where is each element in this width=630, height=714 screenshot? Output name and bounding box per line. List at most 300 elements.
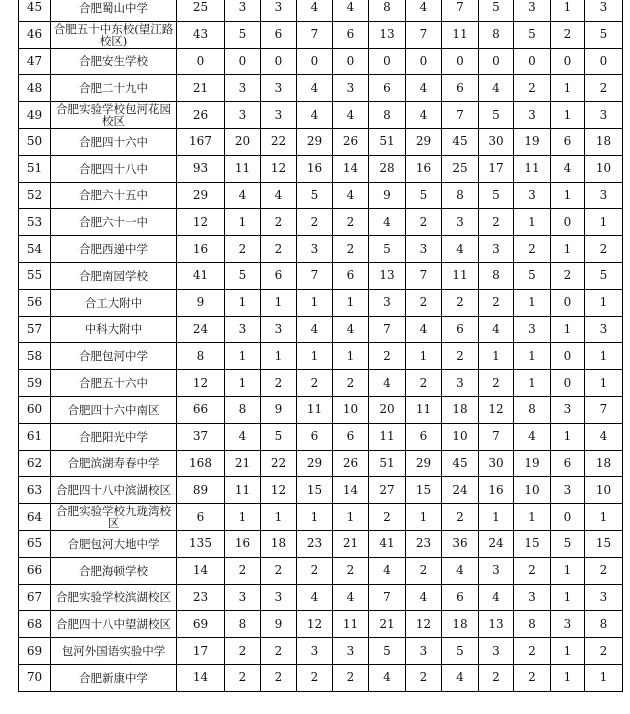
row-number-cell: 60 (19, 396, 51, 423)
value-cell: 2 (297, 370, 333, 397)
value-cell: 3 (333, 75, 369, 102)
value-cell: 4 (514, 423, 551, 450)
value-cell: 21 (369, 611, 406, 638)
value-cell: 3 (442, 209, 479, 236)
total-cell: 26 (177, 102, 225, 129)
school-quota-table (18, 0, 623, 692)
value-cell: 8 (514, 396, 551, 423)
value-cell: 9 (261, 611, 297, 638)
value-cell: 8 (225, 396, 261, 423)
value-cell: 1 (514, 343, 551, 370)
table-row (19, 236, 623, 263)
value-cell: 4 (442, 664, 479, 691)
value-cell: 2 (551, 21, 585, 48)
value-cell: 2 (225, 664, 261, 691)
value-cell: 4 (585, 423, 623, 450)
value-cell: 16 (406, 155, 442, 182)
value-cell: 0 (551, 343, 585, 370)
value-cell: 6 (406, 423, 442, 450)
value-cell: 2 (369, 343, 406, 370)
value-cell: 13 (369, 262, 406, 289)
value-cell: 1 (225, 209, 261, 236)
value-cell: 30 (479, 450, 514, 477)
value-cell: 2 (225, 638, 261, 665)
value-cell: 4 (369, 370, 406, 397)
value-cell: 4 (333, 182, 369, 209)
value-cell: 5 (551, 530, 585, 557)
value-cell: 5 (514, 262, 551, 289)
value-cell: 6 (333, 262, 369, 289)
value-cell: 1 (225, 370, 261, 397)
table-row (19, 182, 623, 209)
value-cell: 3 (442, 370, 479, 397)
value-cell: 10 (585, 155, 623, 182)
row-number-cell: 48 (19, 75, 51, 102)
value-cell: 2 (406, 664, 442, 691)
value-cell: 1 (514, 209, 551, 236)
total-cell: 66 (177, 396, 225, 423)
value-cell: 1 (551, 316, 585, 343)
value-cell: 2 (333, 370, 369, 397)
value-cell: 19 (514, 450, 551, 477)
school-name-cell: 合肥六十一中 (51, 209, 177, 236)
value-cell: 12 (261, 477, 297, 504)
value-cell: 2 (406, 557, 442, 584)
value-cell: 4 (225, 182, 261, 209)
value-cell: 4 (406, 316, 442, 343)
value-cell: 4 (261, 182, 297, 209)
table-row (19, 396, 623, 423)
table-row (19, 530, 623, 557)
value-cell: 25 (442, 155, 479, 182)
value-cell: 0 (551, 289, 585, 316)
school-name-cell: 合肥实验学校九珑湾校区 (51, 504, 177, 531)
row-number-cell: 69 (19, 638, 51, 665)
total-cell: 6 (177, 504, 225, 531)
value-cell: 1 (406, 504, 442, 531)
value-cell: 1 (297, 289, 333, 316)
value-cell: 0 (442, 48, 479, 75)
value-cell: 5 (225, 21, 261, 48)
school-name-cell: 中科大附中 (51, 316, 177, 343)
value-cell: 0 (297, 48, 333, 75)
value-cell: 1 (551, 638, 585, 665)
school-name-cell: 合肥六十五中 (51, 182, 177, 209)
value-cell: 6 (442, 75, 479, 102)
value-cell: 11 (514, 155, 551, 182)
school-name-cell: 合肥新康中学 (51, 664, 177, 691)
value-cell: 0 (551, 209, 585, 236)
row-number-cell: 70 (19, 664, 51, 691)
value-cell: 1 (225, 504, 261, 531)
value-cell: 2 (442, 289, 479, 316)
value-cell: 0 (551, 48, 585, 75)
value-cell: 4 (406, 75, 442, 102)
row-number-cell: 50 (19, 128, 51, 155)
value-cell: 1 (551, 182, 585, 209)
value-cell: 8 (514, 611, 551, 638)
value-cell: 3 (479, 236, 514, 263)
value-cell: 3 (479, 557, 514, 584)
row-number-cell: 66 (19, 557, 51, 584)
value-cell: 3 (514, 584, 551, 611)
total-cell: 37 (177, 423, 225, 450)
table-row (19, 209, 623, 236)
value-cell: 5 (297, 182, 333, 209)
value-cell: 1 (585, 370, 623, 397)
value-cell: 7 (369, 584, 406, 611)
value-cell: 1 (551, 423, 585, 450)
value-cell: 1 (551, 557, 585, 584)
value-cell: 2 (261, 370, 297, 397)
value-cell: 21 (333, 530, 369, 557)
value-cell: 3 (261, 0, 297, 21)
value-cell: 2 (333, 236, 369, 263)
value-cell: 4 (406, 0, 442, 21)
value-cell: 12 (297, 611, 333, 638)
value-cell: 2 (261, 664, 297, 691)
quota-table-container (18, 0, 623, 692)
value-cell: 4 (333, 102, 369, 129)
row-number-cell: 57 (19, 316, 51, 343)
value-cell: 4 (479, 75, 514, 102)
value-cell: 1 (551, 664, 585, 691)
value-cell: 0 (551, 370, 585, 397)
value-cell: 21 (225, 450, 261, 477)
table-row (19, 0, 623, 21)
row-number-cell: 45 (19, 0, 51, 21)
value-cell: 3 (406, 236, 442, 263)
school-name-cell: 合肥安生学校 (51, 48, 177, 75)
value-cell: 20 (369, 396, 406, 423)
school-name-cell: 合肥蜀山中学 (51, 0, 177, 21)
value-cell: 2 (261, 209, 297, 236)
table-row (19, 477, 623, 504)
row-number-cell: 46 (19, 21, 51, 48)
value-cell: 7 (406, 262, 442, 289)
value-cell: 2 (551, 262, 585, 289)
value-cell: 4 (297, 75, 333, 102)
value-cell: 2 (514, 75, 551, 102)
table-row (19, 102, 623, 129)
value-cell: 15 (297, 477, 333, 504)
total-cell: 167 (177, 128, 225, 155)
value-cell: 3 (585, 0, 623, 21)
value-cell: 41 (369, 530, 406, 557)
value-cell: 3 (225, 584, 261, 611)
total-cell: 14 (177, 557, 225, 584)
value-cell: 10 (514, 477, 551, 504)
value-cell: 0 (369, 48, 406, 75)
value-cell: 2 (514, 557, 551, 584)
value-cell: 4 (297, 316, 333, 343)
school-name-cell: 包河外国语实验中学 (51, 638, 177, 665)
value-cell: 8 (479, 21, 514, 48)
table-row (19, 21, 623, 48)
value-cell: 14 (333, 155, 369, 182)
table-row (19, 155, 623, 182)
row-number-cell: 68 (19, 611, 51, 638)
value-cell: 1 (551, 0, 585, 21)
value-cell: 3 (585, 584, 623, 611)
total-cell: 25 (177, 0, 225, 21)
value-cell: 2 (406, 209, 442, 236)
value-cell: 2 (479, 370, 514, 397)
value-cell: 6 (551, 450, 585, 477)
value-cell: 1 (585, 289, 623, 316)
total-cell: 9 (177, 289, 225, 316)
table-row (19, 450, 623, 477)
value-cell: 2 (585, 557, 623, 584)
table-row (19, 638, 623, 665)
value-cell: 29 (297, 128, 333, 155)
value-cell: 2 (585, 236, 623, 263)
value-cell: 36 (442, 530, 479, 557)
table-row (19, 370, 623, 397)
row-number-cell: 62 (19, 450, 51, 477)
value-cell: 2 (442, 504, 479, 531)
value-cell: 3 (551, 477, 585, 504)
value-cell: 7 (297, 262, 333, 289)
total-cell: 43 (177, 21, 225, 48)
value-cell: 4 (333, 0, 369, 21)
value-cell: 4 (225, 423, 261, 450)
row-number-cell: 51 (19, 155, 51, 182)
school-name-cell: 合肥四十八中 (51, 155, 177, 182)
value-cell: 16 (225, 530, 261, 557)
value-cell: 18 (585, 128, 623, 155)
value-cell: 0 (585, 48, 623, 75)
table-body (19, 0, 623, 691)
value-cell: 2 (261, 638, 297, 665)
row-number-cell: 65 (19, 530, 51, 557)
value-cell: 1 (585, 209, 623, 236)
school-name-cell: 合肥实验学校滨湖校区 (51, 584, 177, 611)
value-cell: 6 (551, 128, 585, 155)
value-cell: 8 (479, 262, 514, 289)
school-name-cell: 合肥二十九中 (51, 75, 177, 102)
table-row (19, 75, 623, 102)
value-cell: 4 (479, 316, 514, 343)
total-cell: 16 (177, 236, 225, 263)
value-cell: 1 (551, 75, 585, 102)
value-cell: 1 (514, 370, 551, 397)
value-cell: 1 (514, 504, 551, 531)
value-cell: 1 (225, 343, 261, 370)
value-cell: 8 (369, 102, 406, 129)
value-cell: 3 (261, 102, 297, 129)
value-cell: 4 (333, 316, 369, 343)
value-cell: 23 (297, 530, 333, 557)
value-cell: 7 (479, 423, 514, 450)
table-row (19, 289, 623, 316)
value-cell: 2 (479, 209, 514, 236)
total-cell: 135 (177, 530, 225, 557)
value-cell: 45 (442, 128, 479, 155)
value-cell: 10 (442, 423, 479, 450)
value-cell: 3 (514, 182, 551, 209)
table-row (19, 557, 623, 584)
value-cell: 6 (442, 316, 479, 343)
value-cell: 1 (333, 343, 369, 370)
value-cell: 6 (333, 21, 369, 48)
row-number-cell: 55 (19, 262, 51, 289)
value-cell: 3 (261, 316, 297, 343)
row-number-cell: 58 (19, 343, 51, 370)
value-cell: 1 (297, 504, 333, 531)
value-cell: 2 (333, 209, 369, 236)
table-row (19, 262, 623, 289)
value-cell: 3 (261, 75, 297, 102)
table-row (19, 128, 623, 155)
value-cell: 24 (442, 477, 479, 504)
value-cell: 4 (551, 155, 585, 182)
value-cell: 11 (225, 155, 261, 182)
value-cell: 6 (333, 423, 369, 450)
value-cell: 29 (297, 450, 333, 477)
value-cell: 23 (406, 530, 442, 557)
table-row (19, 584, 623, 611)
value-cell: 2 (261, 236, 297, 263)
value-cell: 24 (479, 530, 514, 557)
row-number-cell: 64 (19, 504, 51, 531)
school-name-cell: 合肥阳光中学 (51, 423, 177, 450)
value-cell: 5 (406, 182, 442, 209)
value-cell: 3 (225, 316, 261, 343)
value-cell: 11 (406, 396, 442, 423)
value-cell: 3 (297, 236, 333, 263)
value-cell: 29 (406, 450, 442, 477)
total-cell: 12 (177, 209, 225, 236)
value-cell: 4 (297, 584, 333, 611)
value-cell: 2 (297, 209, 333, 236)
value-cell: 11 (369, 423, 406, 450)
value-cell: 4 (369, 209, 406, 236)
total-cell: 24 (177, 316, 225, 343)
school-name-cell: 合肥五十六中 (51, 370, 177, 397)
value-cell: 18 (442, 611, 479, 638)
value-cell: 10 (333, 396, 369, 423)
value-cell: 6 (442, 584, 479, 611)
row-number-cell: 59 (19, 370, 51, 397)
school-name-cell: 合肥五十中东校(望江路校区) (51, 21, 177, 48)
value-cell: 0 (479, 48, 514, 75)
value-cell: 2 (261, 557, 297, 584)
school-name-cell: 合肥四十八中滨湖校区 (51, 477, 177, 504)
value-cell: 2 (406, 370, 442, 397)
value-cell: 0 (551, 504, 585, 531)
total-cell: 12 (177, 370, 225, 397)
value-cell: 16 (479, 477, 514, 504)
table-row (19, 504, 623, 531)
total-cell: 93 (177, 155, 225, 182)
total-cell: 17 (177, 638, 225, 665)
value-cell: 29 (406, 128, 442, 155)
value-cell: 5 (369, 638, 406, 665)
total-cell: 41 (177, 262, 225, 289)
value-cell: 7 (297, 21, 333, 48)
value-cell: 7 (369, 316, 406, 343)
value-cell: 4 (442, 236, 479, 263)
value-cell: 4 (297, 0, 333, 21)
row-number-cell: 54 (19, 236, 51, 263)
school-name-cell: 合肥四十八中望湖校区 (51, 611, 177, 638)
total-cell: 21 (177, 75, 225, 102)
value-cell: 5 (479, 102, 514, 129)
value-cell: 5 (479, 182, 514, 209)
value-cell: 51 (369, 450, 406, 477)
value-cell: 10 (585, 477, 623, 504)
value-cell: 5 (585, 262, 623, 289)
value-cell: 6 (369, 75, 406, 102)
value-cell: 11 (333, 611, 369, 638)
value-cell: 26 (333, 450, 369, 477)
school-name-cell: 合肥四十六中南区 (51, 396, 177, 423)
value-cell: 1 (479, 504, 514, 531)
value-cell: 3 (514, 0, 551, 21)
value-cell: 5 (369, 236, 406, 263)
value-cell: 22 (261, 450, 297, 477)
school-name-cell: 合肥实验学校包河花园校区 (51, 102, 177, 129)
value-cell: 1 (261, 343, 297, 370)
value-cell: 20 (225, 128, 261, 155)
value-cell: 1 (297, 343, 333, 370)
value-cell: 5 (442, 638, 479, 665)
value-cell: 2 (225, 236, 261, 263)
value-cell: 0 (225, 48, 261, 75)
value-cell: 0 (406, 48, 442, 75)
value-cell: 1 (585, 504, 623, 531)
value-cell: 1 (585, 343, 623, 370)
value-cell: 3 (225, 102, 261, 129)
value-cell: 7 (585, 396, 623, 423)
value-cell: 1 (406, 343, 442, 370)
value-cell: 22 (261, 128, 297, 155)
value-cell: 16 (297, 155, 333, 182)
value-cell: 3 (585, 316, 623, 343)
value-cell: 27 (369, 477, 406, 504)
value-cell: 3 (333, 638, 369, 665)
value-cell: 1 (261, 289, 297, 316)
value-cell: 8 (442, 182, 479, 209)
total-cell: 14 (177, 664, 225, 691)
value-cell: 18 (585, 450, 623, 477)
value-cell: 12 (479, 396, 514, 423)
value-cell: 8 (225, 611, 261, 638)
school-name-cell: 合肥西递中学 (51, 236, 177, 263)
value-cell: 13 (479, 611, 514, 638)
row-number-cell: 47 (19, 48, 51, 75)
table-row (19, 664, 623, 691)
value-cell: 1 (479, 343, 514, 370)
value-cell: 1 (551, 584, 585, 611)
value-cell: 9 (369, 182, 406, 209)
value-cell: 7 (442, 0, 479, 21)
school-name-cell: 合肥四十六中 (51, 128, 177, 155)
table-row (19, 316, 623, 343)
value-cell: 3 (585, 182, 623, 209)
total-cell: 8 (177, 343, 225, 370)
value-cell: 18 (442, 396, 479, 423)
row-number-cell: 52 (19, 182, 51, 209)
value-cell: 2 (585, 638, 623, 665)
value-cell: 2 (442, 343, 479, 370)
value-cell: 11 (442, 262, 479, 289)
value-cell: 6 (261, 21, 297, 48)
total-cell: 29 (177, 182, 225, 209)
value-cell: 1 (333, 504, 369, 531)
row-number-cell: 49 (19, 102, 51, 129)
